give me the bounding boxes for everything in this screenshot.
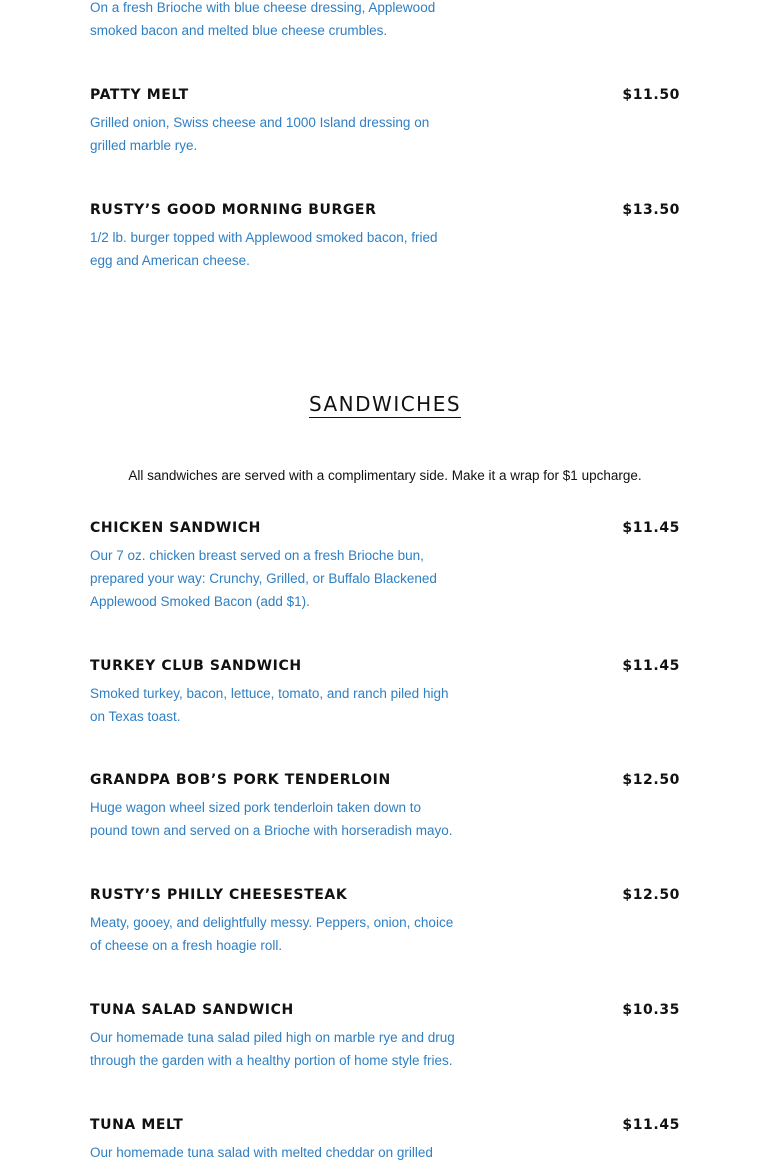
menu-item-description: Our homemade tuna salad with melted cheddar on grilled <box>90 1145 433 1160</box>
menu-item-price: $12.50 <box>622 887 680 903</box>
menu-item-name: TURKEY CLUB SANDWICH <box>90 658 302 674</box>
menu-item-price: $11.50 <box>622 87 680 103</box>
menu-item-description: Huge wagon wheel sized pork tenderloin taken down to pound town and served on a Brioche with horseradish mayo. <box>90 800 453 838</box>
menu-item-name: RUSTY’S PHILLY CHEESESTEAK <box>90 887 348 903</box>
menu-item-name: TUNA MELT <box>90 1117 184 1133</box>
menu-item-price: $11.45 <box>622 1117 680 1133</box>
menu-item-name: PATTY MELT <box>90 87 189 103</box>
menu-item-name: TUNA SALAD SANDWICH <box>90 1002 294 1018</box>
menu-item-description: Meaty, gooey, and delightfully messy. Peppers, onion, choice of cheese on a fresh hoagie roll. <box>90 915 454 953</box>
menu-item-price: $11.45 <box>622 520 680 536</box>
menu-item-description: Our 7 oz. chicken breast served on a fresh Brioche bun, prepared your way: Crunchy, Grilled, or Buffalo Blackened Applewood Smoked Bacon (add $1). <box>90 548 437 609</box>
menu-item-price: $10.35 <box>622 1002 680 1018</box>
section-note: All sandwiches are served with a complimentary side. Make it a wrap for $1 upcharge. <box>128 468 642 483</box>
menu-item-price: $13.50 <box>622 202 680 218</box>
menu-item-description: Our homemade tuna salad piled high on marble rye and drug through the garden with a healthy portion of home style fries. <box>90 1030 455 1068</box>
menu-item-description: 1/2 lb. burger topped with Applewood smoked bacon, fried egg and American cheese. <box>90 230 438 268</box>
menu-item-price: $11.45 <box>622 658 680 674</box>
menu-item-name: GRANDPA BOB’S PORK TENDERLOIN <box>90 772 391 788</box>
menu-item-description: On a fresh Brioche with blue cheese dressing, Applewood smoked bacon and melted blue cheese crumbles. <box>90 0 436 38</box>
menu-item-name: RUSTY’S GOOD MORNING BURGER <box>90 202 377 218</box>
menu-item-description: Smoked turkey, bacon, lettuce, tomato, and ranch piled high on Texas toast. <box>90 686 449 724</box>
menu-item-name: CHICKEN SANDWICH <box>90 520 261 536</box>
section-title <box>0 390 770 418</box>
section-title-text: SANDWICHES <box>308 392 462 416</box>
menu-item-price: $12.50 <box>622 772 680 788</box>
menu-item-description: Grilled onion, Swiss cheese and 1000 Island dressing on grilled marble rye. <box>90 115 430 153</box>
